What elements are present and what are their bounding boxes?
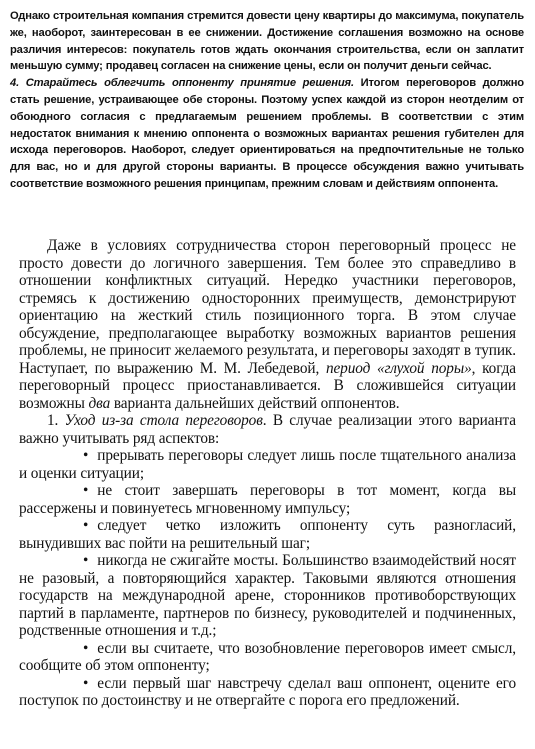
box-paragraph-2-text: Итогом переговоров должно стать решение, устраивающее обе стороны. Поэтому успех каждой из сторон неотделим от обоюдного согласия с предлагаемым решением проблемы. В соответствии с этим недостаток внимания к мнению оппонента о возможных вариантах решения губителен для исхода переговоров. Наоборот, следует ориентироваться на предпочтительные не только для вас, но и для другой стороны варианты. В процессе обсуждения важно учитывать соответствие возможного решения принципам, прежним словам и действиям оппонента.	[10, 77, 524, 190]
bullet-item	[19, 517, 516, 552]
item-1-paragraph	[19, 412, 516, 447]
bullet-text: никогда не сжигайте мосты. Большинство взаимодействий носят не разовый, а повторяющийся характер. Таковыми являются отношения государств на международной арене, сторонников противоборствующих партий в парламенте, партнеров по бизнесу, руководителей и подчиненных, родственные отношения и т.д.;	[19, 552, 516, 639]
item-1-number: 1.	[47, 412, 65, 429]
bullet-item	[19, 482, 516, 517]
bullet-icon: •	[83, 447, 89, 464]
bullet-icon: •	[83, 517, 89, 534]
bold-text-block	[10, 8, 524, 193]
intro-text-b: , когда переговорный процесс приостанавливается. В сложившейся ситуации возможны	[19, 359, 516, 412]
intro-text-a: Даже в условиях сотрудничества сторон переговорный процесс не просто довести до логичного завершения. Тем более это справедливо в отношении конфликтных ситуаций. Нередко участники переговоров, стремясь к достижению односторонних преимуществ, демонстрируют ориентацию на жесткий стиль позиционного торга. В этом случае обсуждение, предполагающее выработку возможных вариантов решения проблемы, не приносит желаемого результата, и переговоры заходят в тупик. Наступает, по выражению М. М. Лебедевой,	[19, 237, 516, 377]
intro-paragraph	[19, 237, 516, 412]
bullet-text: если первый шаг навстречу сделал ваш оппонент, оцените его поступок по достоинству и не отвергайте с порога его предложений.	[19, 674, 516, 709]
bullet-icon: •	[83, 674, 89, 692]
bullet-icon: •	[83, 552, 89, 569]
bullet-text: не стоит завершать переговоры в тот момент, когда вы рассержены и повинуетесь мгновенному импульсу;	[19, 482, 516, 517]
intro-emphasis: период «глухой поры»	[325, 359, 472, 377]
main-text	[19, 237, 516, 710]
bullet-icon: •	[83, 639, 89, 657]
box-lead-phrase: 4. Старайтесь облегчить оппоненту принятие решения.	[10, 77, 354, 90]
intro-emphasis-two: два	[88, 394, 111, 412]
bullet-text: прерывать переговоры следует лишь после тщательного анализа и оценки ситуации;	[19, 447, 516, 482]
bullet-icon: •	[83, 482, 89, 499]
intro-text-c: варианта дальнейших действий оппонентов.	[110, 394, 400, 412]
bullet-text: если вы считаете, что возобновление переговоров имеет смысл, сообщите об этом оппоненту;	[19, 639, 516, 674]
bullet-item	[19, 675, 516, 710]
box-paragraph-2	[10, 75, 524, 193]
box-paragraph-1: Однако строительная компания стремится довести цену квартиры до максимума, покупатель же, наоборот, заинтересован в ее снижении. Достижение соглашения возможно на основе различия интересов: покупатель готов ждать окончания строительства, если он заплатит меньшую сумму; продавец согласен на снижение цены, если он получит деньги сейчас.	[10, 10, 524, 73]
bullet-item	[19, 447, 516, 482]
bullet-item	[19, 640, 516, 675]
item-1-title: Уход из-за стола переговоров	[64, 412, 263, 429]
item-1-text: . В случае реализации этого варианта важно учитывать ряд аспектов:	[19, 412, 517, 447]
bullet-item	[19, 552, 516, 640]
bullet-text: следует четко изложить оппоненту суть разногласий, вынудивших вас пойти на решительный шаг;	[19, 517, 516, 552]
